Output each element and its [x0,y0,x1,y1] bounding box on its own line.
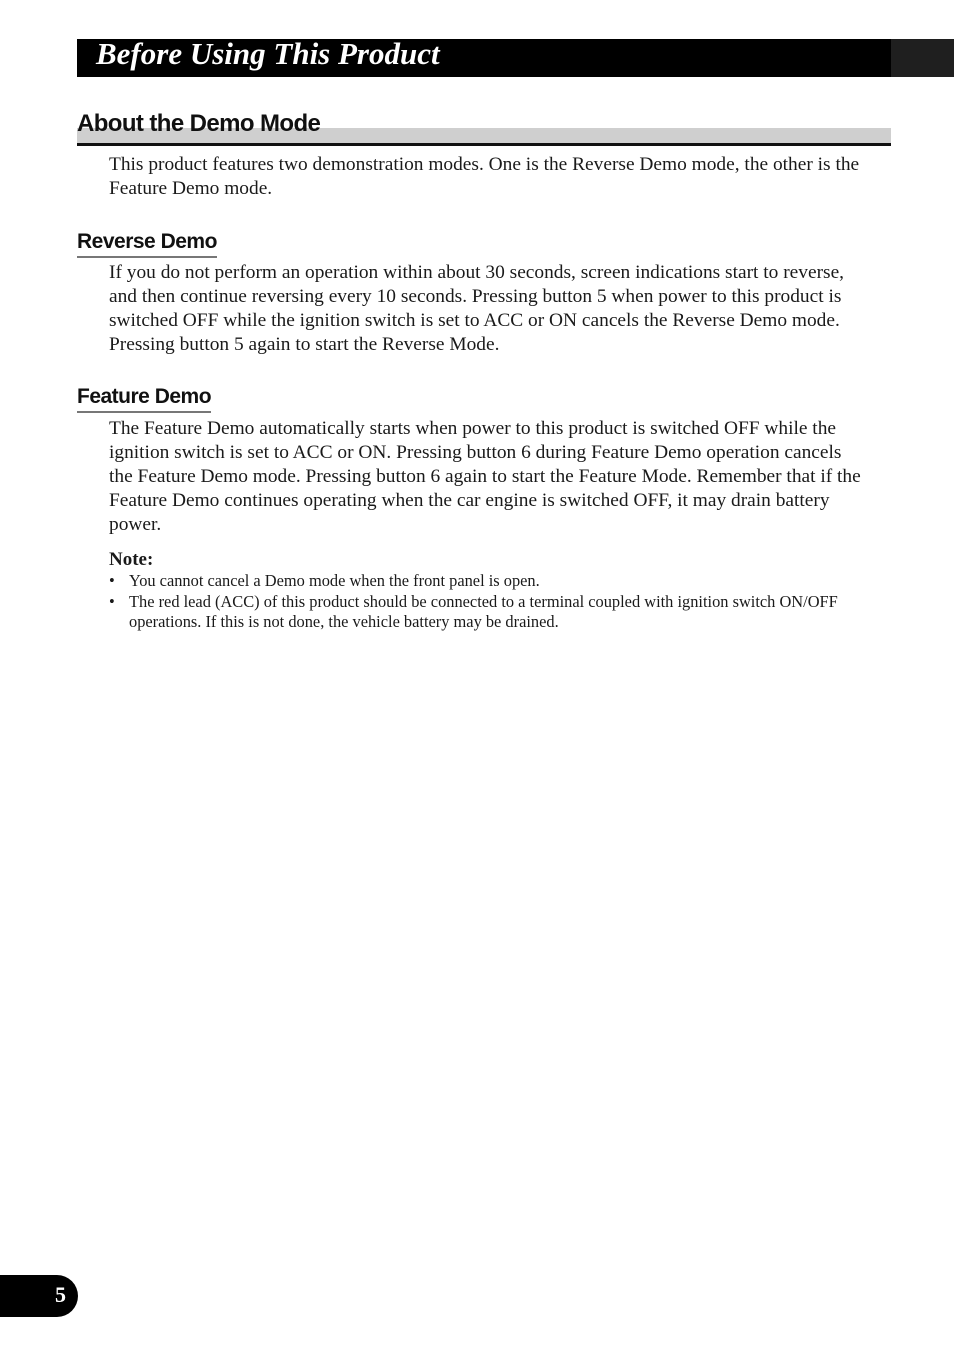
bullet-icon: • [109,571,115,590]
note-item [109,592,869,632]
chapter-tab-marker [891,39,954,77]
feature-demo-heading: Feature Demo [77,385,211,413]
note-list [109,571,869,633]
chapter-title: Before Using This Product [96,36,440,71]
section-heading-rule [77,143,891,146]
page-number-badge [0,1275,78,1317]
intro-paragraph: This product features two demonstration modes. One is the Reverse Demo mode, the other is the Feature Demo mode. [109,154,860,199]
reverse-demo-heading: Reverse Demo [77,230,217,258]
feature-demo-paragraph: The Feature Demo automatically starts when power to this product is switched OFF while the ignition switch is set to ACC or ON. Pressing button 6 during Feature Demo operation cancels the Feature Demo mode. Pressing button 6 again to start the Feature Mode. Remember that if the Feature Demo continues operating when the car engine is switched OFF, it may drain battery power. [109,418,861,535]
note-label: Note: [109,549,154,570]
section-title: About the Demo Mode [77,110,321,137]
page-number: 5 [55,1282,66,1307]
note-item-text: You cannot cancel a Demo mode when the front panel is open. [129,571,540,590]
note-item [109,571,869,591]
note-item-text: The red lead (ACC) of this product should be connected to a terminal coupled with ignition switch ON/OFF operations. If this is not done, the vehicle battery may be drained. [129,592,838,631]
reverse-demo-paragraph: If you do not perform an operation within about 30 seconds, screen indications start to reverse, and then continue reversing every 10 seconds. Pressing button 5 when power to this product is switched OFF while the ignition switch is set to ACC or ON cancels the Reverse Demo mode. Pressing button 5 again to start the Reverse Mode. [109,262,845,355]
bullet-icon: • [109,592,115,611]
